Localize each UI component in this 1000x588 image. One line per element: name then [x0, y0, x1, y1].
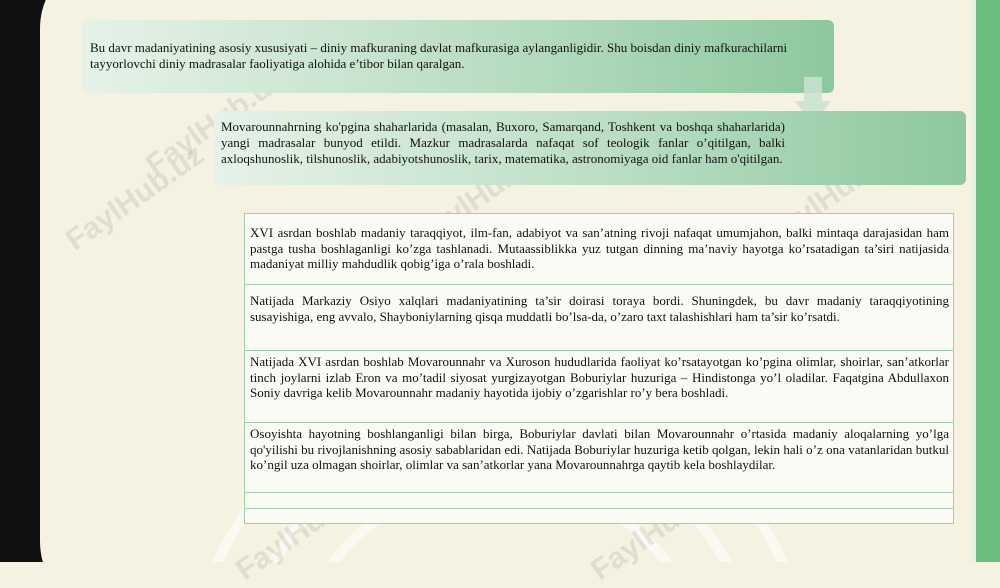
table-row — [245, 214, 953, 285]
table-cell-text: Natijada XVI asrdan boshlab Movarounnahr va Xuroson hududlarida faoliyat ko’rsatayotgan ko’pgina olimlar, shoirlar, san’atkorlar tinch joylarni izlab Eron va mo’tadil siyosat yurgizayotgan Boburiylar huzuriga – Hindistonga yo’l oladilar. Faqatgina Abdullaxon Soniy davriga kelib Movarounnahr madaniy hayotida ijobiy o’zgarishlar ro’y bera boshladi. — [250, 354, 949, 401]
table-cell-text: XVI asrdan boshlab madaniy taraqqiyot, ilm-fan, adabiyot va san’atning rivoji nafaqat umumjahon, balki mintaqa darajasidan ham pastga tusha boshlaganligi ko’zga tashlanadi. Mutaassiblikka yuz tutgan dinning ma’naviy hayotga ko’rsatadigan ta’siri natijasida madaniyat milliy mahdudlik qobig’iga o’rala boshladi. — [250, 225, 949, 272]
watermark: FaylHub.uz — [760, 133, 911, 253]
table-row — [245, 423, 953, 493]
madrasa-box — [214, 111, 966, 185]
watermark: FaylHub.uz — [60, 138, 211, 258]
table-row — [245, 285, 953, 351]
table-cell-text: Osoyishta hayotning boshlanganligi bilan birga, Boburiylar davlati bilan Movarounnahr o’rtasida madaniy aloqalarning yo’lga qo'yilishi bu rivojlanishning asosiy sabablaridan edi. Natijada Boburiylar huzuriga ketib qolgan, lekin hali o’z ona vatanlaridan butkul ko’ngil uza olmagan shoirlar, olimlar va san’atkorlar yana Movarounnahrga qaytib kela boshlaydilar. — [250, 426, 949, 473]
watermark: FaylHub.uz — [230, 468, 381, 588]
intro-box — [82, 20, 834, 93]
watermark: FaylHub.uz — [410, 133, 561, 253]
madrasa-text: Movarounnahrning ko'pgina shaharlarida (masalan, Buxoro, Samarqand, Toshkent va boshqa shaharlarida) yangi madrasalar bunyod etildi. Mazkur madrasalarda nafaqat sof teologik fanlar o’qitilgan, balki axloqshunoslik, tilshunoslik, adabiyotshunoslik, tarix, matematika, astronomiyaga oid fanlar ham o'qitilgan. — [221, 119, 785, 166]
watermark: FaylHub.uz — [585, 468, 736, 588]
right-green-stripe — [976, 0, 1000, 562]
table-cell-text: Natijada Markaziy Osiyo xalqlari madaniyatining ta’sir doirasi toraya bordi. Shuningdek, bu davr madaniy taraqqiyotining susayishiga, eng avvalo, Shayboniylarning qisqa muddatli bo’lsa-da, o’zaro taxt talashishlari ham ta’sir ko’rsatdi. — [250, 293, 949, 324]
table-row-empty — [245, 493, 953, 509]
table-row-empty — [245, 509, 953, 524]
text-table — [244, 213, 954, 524]
table-row — [245, 351, 953, 423]
intro-text: Bu davr madaniyatining asosiy xususiyati – diniy mafkuraning davlat mafkurasiga aylanganligidir. Shu boisdan diniy mafkurachilarni tayyorlovchi diniy madrasalar faoliyatiga alohida e’tibor bilan qaralgan. — [90, 40, 788, 71]
left-dark-band — [0, 0, 60, 562]
